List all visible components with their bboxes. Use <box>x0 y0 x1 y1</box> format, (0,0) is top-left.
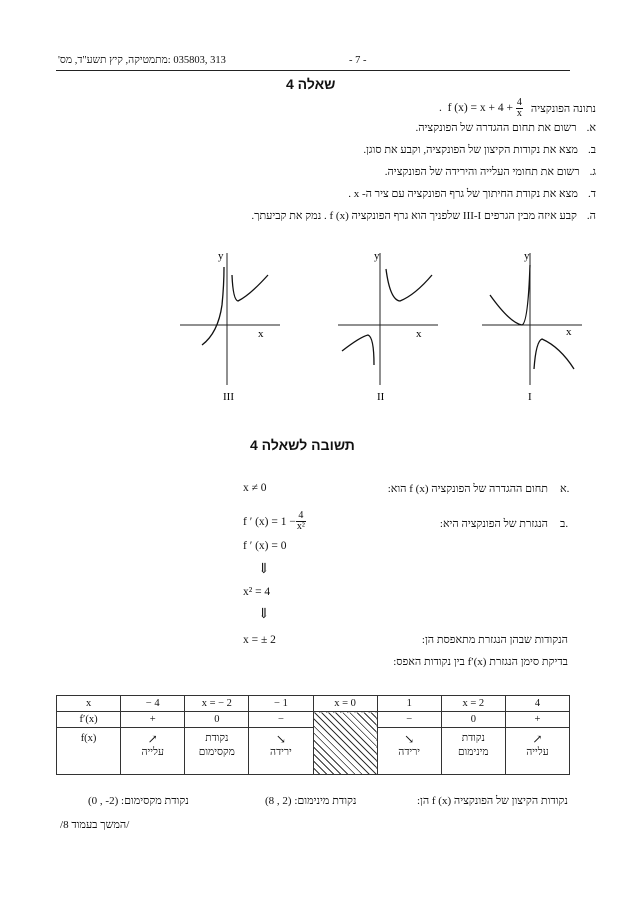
answer-a-letter: א. <box>560 483 570 495</box>
table-cell <box>249 728 313 775</box>
item-letter: ב. <box>587 144 596 156</box>
table-row <box>57 712 570 728</box>
graph-iii-label: III <box>223 391 234 403</box>
cell-text: עלייה <box>526 747 549 758</box>
table-cell <box>505 728 569 775</box>
question-item <box>116 188 596 210</box>
item-letter: ג. <box>589 166 596 178</box>
item-text: רשום את תחומי העלייה והירידה של הפונקציה. <box>384 166 580 178</box>
continued-note: /המשך בעמוד 8/ <box>60 819 130 831</box>
item-text: מצא את נקודות הקיצון של הפונקציה, וקבע את סוגן. <box>363 144 578 156</box>
cell-text: ירידה <box>270 747 292 758</box>
graph-i-label: I <box>528 391 532 403</box>
answer-a-math: x ≠ 0 <box>243 482 267 494</box>
table-cell: − 4 <box>121 696 185 712</box>
table-cell: x = − 2 <box>185 696 249 712</box>
header-rule <box>56 70 570 71</box>
table-cell: 0 <box>441 712 505 728</box>
table-cell: x = 0 <box>313 696 377 712</box>
table-cell: 1 <box>377 696 441 712</box>
item-text: רשום את תחום ההגדרה של הפונקציה. <box>415 122 577 134</box>
derivative-formula <box>243 511 306 532</box>
graph-i-y-label: y <box>524 250 530 262</box>
question-item <box>116 210 596 232</box>
item-letter: ה. <box>586 210 596 222</box>
item-letter: ד. <box>587 188 596 200</box>
table-cell: + <box>121 712 185 728</box>
cell-text: נקודת <box>461 733 485 744</box>
formula-fraction: $\frac{4}{x}$ <box>516 97 522 119</box>
graphs-figure <box>170 245 590 405</box>
sign-check-text: בדיקת סימן הנגזרת f′(x) בין נקודות האפס: <box>393 656 568 668</box>
graph-i-x-label: x <box>566 326 572 338</box>
undefined-hatched-cell <box>313 712 377 775</box>
table-cell: − 1 <box>249 696 313 712</box>
cell-text: מקסימום <box>198 747 235 758</box>
cell-text: מינימום <box>458 747 489 758</box>
answer-b-text: הנגזרת של הפונקציה היא: <box>439 518 548 530</box>
item-text: קבע איזה מבין הגרפים III-I שלפניך הוא גרף הפונקציה f (x) . נמק את קביעתך. <box>251 210 577 222</box>
graph-ii-x-label: x <box>416 328 422 340</box>
table-cell <box>377 728 441 775</box>
derivative-lhs: f ′ (x) = 1 − <box>243 515 296 528</box>
question-item <box>116 144 596 166</box>
answer-title: תשובה לשאלה 4 <box>250 437 355 453</box>
graph-ii-label: II <box>377 391 385 403</box>
eq-x-values: x = ± 2 <box>243 634 276 646</box>
graph-ii-y-label: y <box>374 250 380 262</box>
question-item <box>116 122 596 144</box>
cell-text: נקודת <box>205 733 229 744</box>
implies-arrow: ⇓ <box>258 562 270 577</box>
table-cell: 0 <box>185 712 249 728</box>
graph-ii <box>338 250 438 403</box>
arrow-up-right-icon: ↗ <box>532 732 543 746</box>
table-cell: − <box>377 712 441 728</box>
table-header-fprime: f′(x) <box>57 712 121 728</box>
table-header-x: x <box>57 696 121 712</box>
derivative-fraction: $\frac{4}{\text{x²}}$ <box>296 510 305 532</box>
graph-iii <box>180 250 280 403</box>
answer-b-letter: ב. <box>560 518 569 530</box>
implies-arrow: ⇓ <box>258 607 270 622</box>
given-line <box>439 98 596 119</box>
table-cell: 4 <box>505 696 569 712</box>
item-text: מצא את נקודת החיתוך של גרף הפונקציה עם ציר ה- x . <box>348 188 578 200</box>
eq-x-squared: x² = 4 <box>243 586 271 598</box>
arrow-up-right-icon: ↗ <box>147 732 158 746</box>
answer-a-text: תחום ההגדרה של הפונקציה f (x) הוא: <box>387 483 548 495</box>
graph-iii-x-label: x <box>258 328 264 340</box>
given-text: נתונה הפונקציה <box>530 102 596 115</box>
table-cell: + <box>505 712 569 728</box>
given-formula: . f (x) = x + 4 + $\frac{4}{x}$ <box>438 97 522 119</box>
table-row <box>57 696 570 712</box>
arrow-down-right-icon: ↘ <box>404 732 415 746</box>
extremum-label: נקודות הקיצון של הפונקציה f (x) הן: <box>416 795 568 807</box>
graph-iii-y-label: y <box>218 250 224 262</box>
table-cell <box>441 728 505 775</box>
table-cell: − <box>249 712 313 728</box>
question-items <box>116 122 596 232</box>
table-cell: x = 2 <box>441 696 505 712</box>
cell-text: ירידה <box>398 747 421 758</box>
arrow-down-right-icon: ↘ <box>275 732 286 746</box>
header-left: 313 ,035803 :מתמטיקה, קיץ תשע"ד, מס' <box>58 55 226 66</box>
page-number: - 7 - <box>349 55 367 66</box>
table-cell <box>185 728 249 775</box>
item-letter: א. <box>586 122 596 134</box>
zero-points-text: הנקודות שבהן הנגזרת מתאפסת הן: <box>421 634 568 646</box>
extremum-max: נקודת מקסימום: (2- , 0) <box>88 795 189 807</box>
graph-i <box>482 250 582 403</box>
derivative-eq-zero: f ′ (x) = 0 <box>243 540 287 552</box>
table-header-f: f(x) <box>57 728 121 775</box>
table-cell <box>121 728 185 775</box>
question-item <box>116 166 596 188</box>
cell-text: עלייה <box>141 747 164 758</box>
extremum-min: נקודת מינימום: (2 , 8) <box>265 795 357 807</box>
sign-table <box>56 695 570 775</box>
question-title: שאלה 4 <box>286 76 336 92</box>
